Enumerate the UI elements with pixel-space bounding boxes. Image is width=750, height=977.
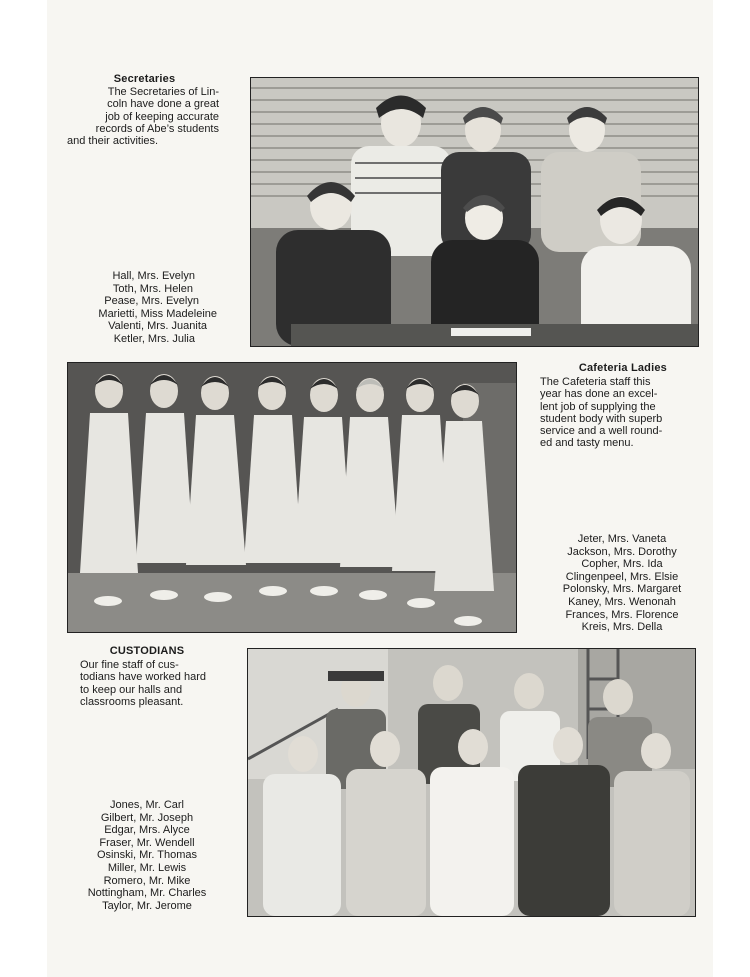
name-item: Romero, Mr. Mike — [103, 874, 191, 887]
name-item: Miller, Mr. Lewis — [107, 861, 187, 874]
custodians-heading: CUSTODIANS — [109, 645, 185, 657]
secretaries-heading: Secretaries — [113, 73, 176, 85]
name-item: Osinski, Mr. Thomas — [96, 849, 198, 862]
secretaries-description — [67, 86, 219, 147]
name-item: Jackson, Mrs. Dorothy — [567, 545, 677, 558]
description-line: coln have done a great — [107, 98, 219, 111]
name-item: Kreis, Mrs. Della — [581, 621, 663, 634]
name-item: Kaney, Mrs. Wenonah — [568, 595, 676, 608]
name-item: Toth, Mrs. Helen — [112, 282, 193, 295]
name-item: Jeter, Mrs. Vaneta — [577, 533, 667, 545]
cafeteria-name-list — [547, 533, 697, 634]
description-line: job of keeping accurate — [105, 110, 219, 123]
description-line: Our fine staff of cus- — [80, 659, 179, 671]
name-item: Taylor, Mr. Jerome — [102, 899, 192, 912]
description-line: The Cafeteria staff this — [540, 376, 651, 388]
name-item: Fraser, Mr. Wendell — [99, 836, 195, 849]
custodians-photo — [247, 648, 696, 917]
secretaries-photo — [250, 77, 699, 347]
name-item: Valenti, Mrs. Juanita — [108, 320, 207, 333]
name-item: Marietti, Miss Madeleine — [98, 307, 217, 320]
description-line: lent job of supplying the — [540, 400, 656, 413]
name-item: Hall, Mrs. Evelyn — [112, 270, 195, 282]
name-item: Ketler, Mrs. Julia — [113, 332, 195, 345]
description-line: The Secretaries of Lin- — [107, 86, 219, 98]
secretaries-name-list — [67, 270, 217, 346]
description-line: student body with superb — [540, 412, 663, 425]
name-item: Polonsky, Mrs. Margaret — [562, 583, 682, 596]
name-item: Copher, Mrs. Ida — [581, 558, 663, 571]
name-item: Edgar, Mrs. Alyce — [104, 824, 190, 837]
name-item: Jones, Mr. Carl — [110, 799, 184, 811]
name-item: Gilbert, Mr. Joseph — [100, 811, 194, 824]
description-line: ed and tasty menu. — [540, 437, 634, 450]
description-line: and their activities. — [67, 135, 159, 148]
cafeteria-photo — [67, 362, 517, 633]
description-line: to keep our halls and — [80, 683, 183, 696]
yearbook-page — [47, 0, 713, 977]
description-line: records of Abe’s students — [95, 122, 219, 135]
description-line: classrooms pleasant. — [80, 695, 184, 708]
custodians-name-list — [72, 799, 222, 912]
description-line: todians have worked hard — [80, 671, 206, 684]
description-line: year has done an excel- — [540, 388, 658, 401]
name-item: Pease, Mrs. Evelyn — [104, 295, 199, 308]
name-item: Clingenpeel, Mrs. Elsie — [565, 570, 679, 583]
custodians-description — [80, 659, 216, 708]
description-line: service and a well round- — [540, 425, 663, 438]
name-item: Nottingham, Mr. Charles — [87, 887, 207, 900]
cafeteria-description — [540, 376, 697, 450]
cafeteria-heading: Cafeteria Ladies — [578, 362, 667, 374]
name-item: Frances, Mrs. Florence — [565, 608, 679, 621]
